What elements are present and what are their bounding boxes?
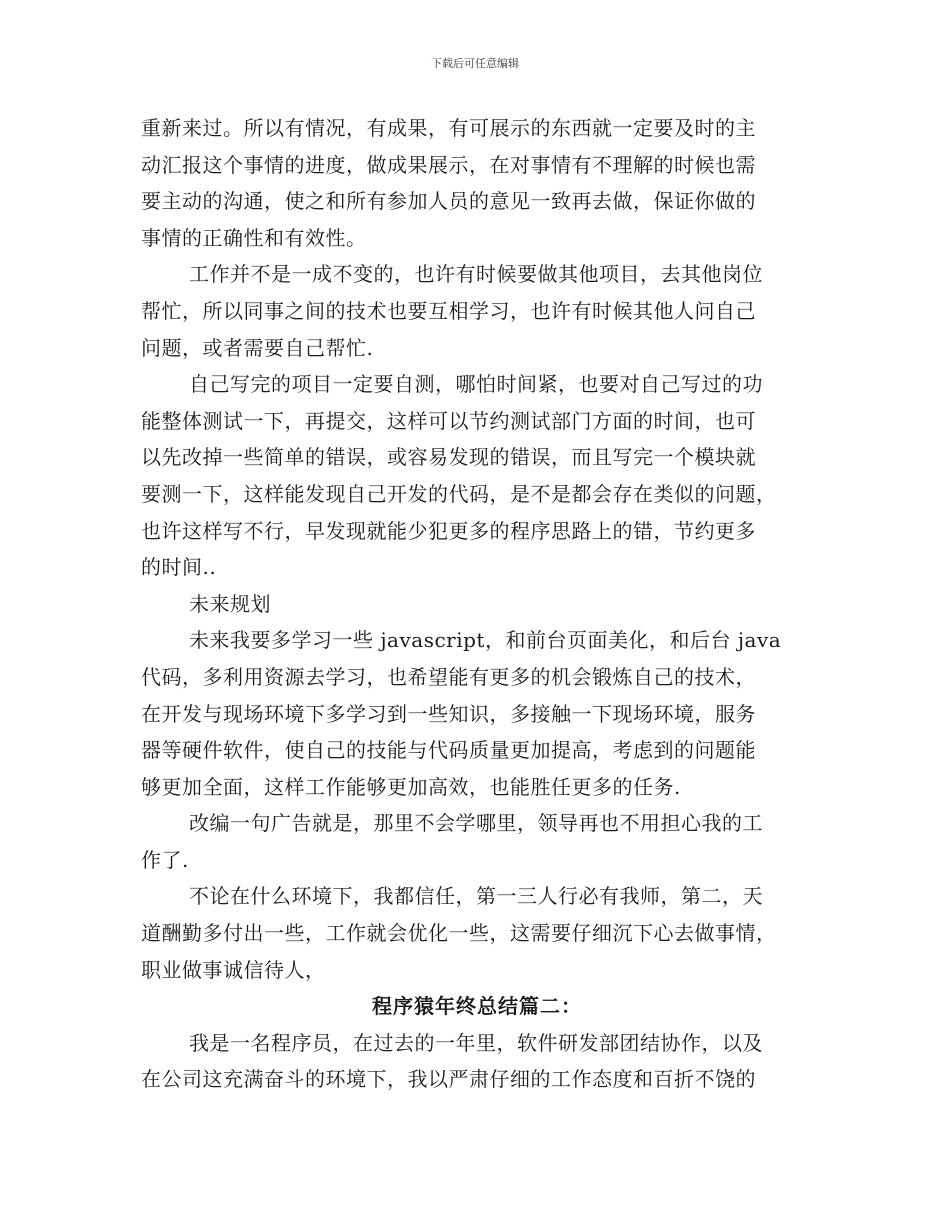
paragraph-teamwork [141,256,813,366]
paragraph-slogan [141,805,813,878]
text-line: 未来规划 [189,591,271,616]
text-line: 够更加全面，这样工作能够更加高效，也能胜任更多的任务. [141,774,681,799]
text-line: 的时间.. [141,555,217,580]
text-line: 能整体测试一下，再提交，这样可以节约测试部门方面的时间，也可 [141,408,756,433]
text-line: 道酬勤多付出一些，工作就会优化一些，这需要仔细沉下心去做事情， [141,921,777,946]
text-line: 未来我要多学习一些 javascript，和前台页面美化，和后台 java [189,628,782,653]
text-line: 职业做事诚信待人， [141,957,326,982]
text-line: 代码，多利用资源去学习，也希望能有更多的机会锻炼自己的技术， [141,664,756,689]
text-line: 要主动的沟通，使之和所有参加人员的意见一致再去做，保证你做的 [141,189,756,214]
paragraph-intro-part-two [141,1025,813,1098]
paragraph-report-progress [141,110,813,256]
text-line: 改编一句广告就是，那里不会学哪里，领导再也不用担心我的工 [189,811,763,836]
text-line: 要测一下，这样能发现自己开发的代码，是不是都会存在类似的问题， [141,481,777,506]
text-line: 作了. [141,847,189,872]
text-line: 重新来过。所以有情况，有成果，有可展示的东西就一定要及时的主 [141,116,756,140]
paragraph-future-plan [141,622,813,805]
paragraph-belief [141,878,813,988]
document-body [141,110,813,1098]
text-line: 也许这样写不行，早发现就能少犯更多的程序思路上的错，节约更多 [141,518,756,543]
section-heading: 程序猿年终总结篇二： [372,994,582,1019]
text-line: 在公司这充满奋斗的环境下，我以严肃仔细的工作态度和百折不饶的 [141,1067,756,1092]
text-line: 自己写完的项目一定要自测，哪怕时间紧，也要对自己写过的功 [189,372,763,397]
text-line: 器等硬件软件，使自己的技能与代码质量更加提高，考虑到的问题能 [141,738,756,763]
text-line: 在开发与现场环境下多学习到一些知识，多接触一下现场环境，服务 [141,701,756,726]
text-line: 帮忙，所以同事之间的技术也要互相学习，也许有时候其他人问自己 [141,298,756,323]
text-line: 不论在什么环境下，我都信任，第一三人行必有我师，第二，天 [189,884,763,909]
paragraph-future-plan-title [141,586,813,623]
text-line: 以先改掉一些简单的错误，或容易发现的错误，而且写完一个模块就 [141,445,756,470]
page-header: 下载后可任意编辑 [431,57,519,70]
text-line: 事情的正确性和有效性。 [141,225,367,250]
paragraph-self-testing [141,366,813,586]
text-line: 问题，或者需要自己帮忙. [141,335,374,360]
text-line: 动汇报这个事情的进度，做成果展示，在对事情有不理解的时候也需 [141,152,756,177]
text-line: 我是一名程序员，在过去的一年里，软件研发部团结协作，以及 [189,1030,763,1055]
text-line: 工作并不是一成不变的，也许有时候要做其他项目，去其他岗位 [189,262,763,287]
